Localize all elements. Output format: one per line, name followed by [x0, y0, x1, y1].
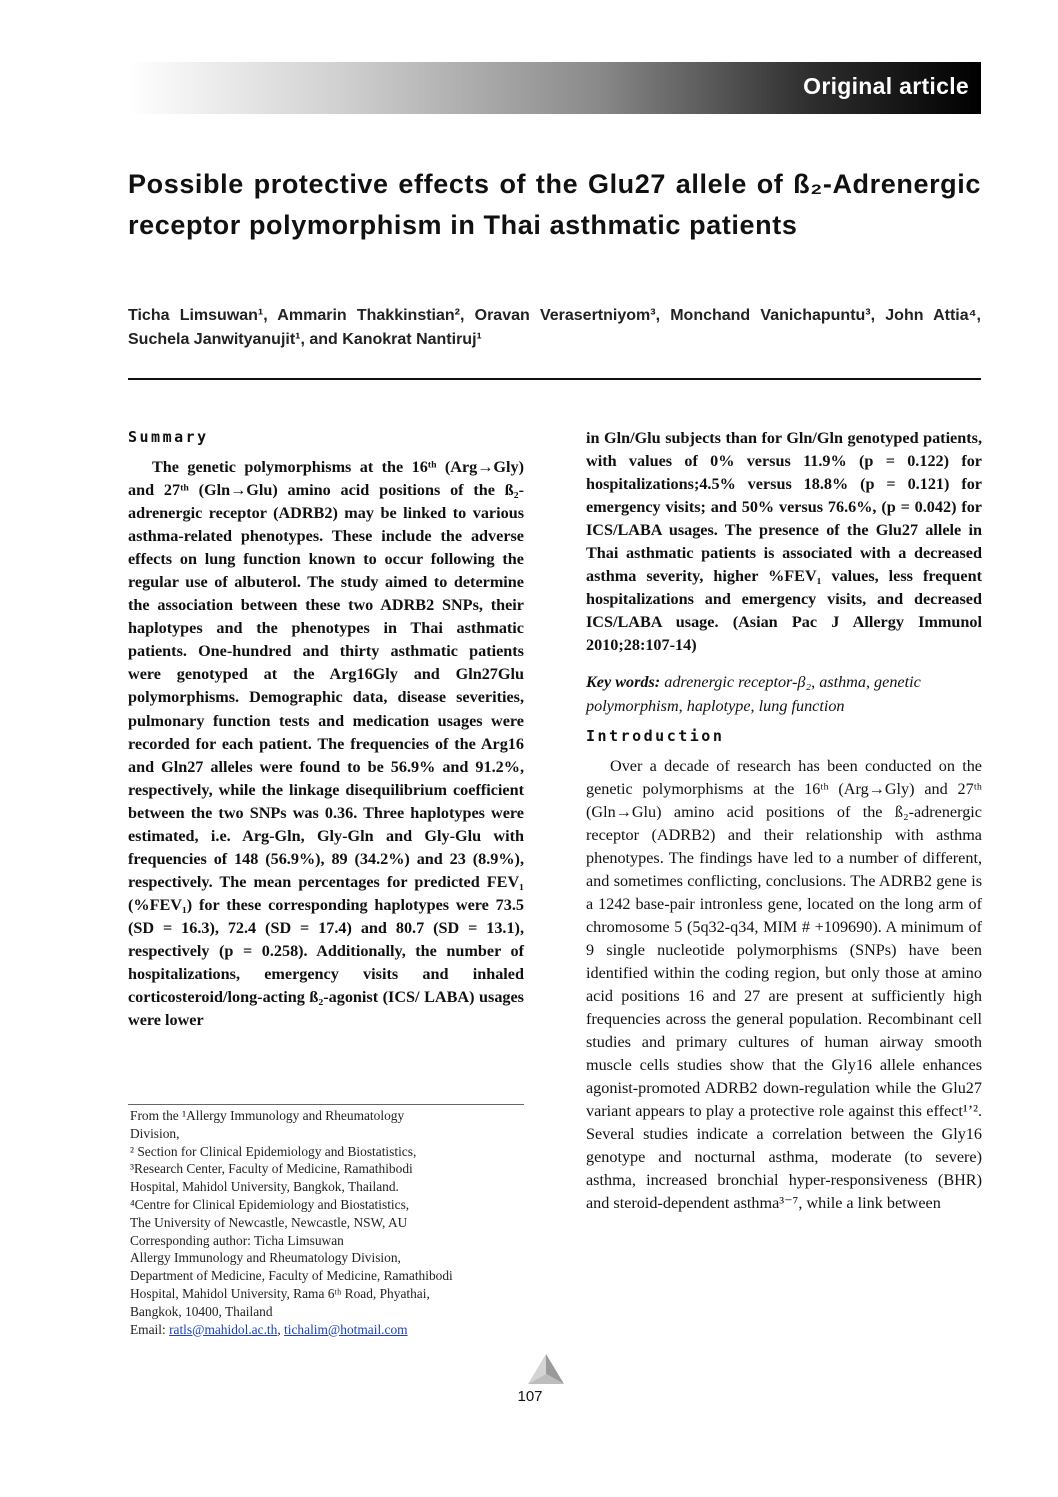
summary-text-continued: in Gln/Glu subjects than for Gln/Gln genotyped patients, with values of 0% versus 11.9% (p = 0.122) for hospitalizations;4.5% versus 18.8% (p = 0.121) for emergency visits; and 50% versus 76.6%, (p = 0.042) for ICS/LABA usages. The presence of the Glu27 allele in Thai asthmatic patients is associated with a decreased asthma severity, higher %FEV₁ values, less frequent hospitalizations and emergency visits, and decreased ICS/LABA usage. (Asian Pac J Allergy Immunol 2010;28:107-14) — [586, 429, 982, 655]
footnote-divider — [128, 1104, 524, 1105]
footnote-line: Department of Medicine, Faculty of Medicine, Ramathibodi — [130, 1268, 453, 1284]
footnote-line: The University of Newcastle, Newcastle, NSW, AU — [130, 1214, 408, 1230]
footnote-line: ⁴Centre for Clinical Epidemiology and Biostatistics, — [130, 1196, 410, 1212]
email-link-2[interactable]: tichalim@hotmail.com — [284, 1321, 408, 1337]
footnote-line: Hospital, Mahidol University, Rama 6ᵗʰ Road, Phyathai, — [130, 1285, 430, 1301]
affiliation-footnotes — [130, 1107, 524, 1338]
page-number: 107 — [517, 1388, 543, 1405]
summary-heading: Summary — [128, 428, 209, 446]
footnote-line: ³Research Center, Faculty of Medicine, Ramathibodi — [130, 1161, 413, 1177]
email-line — [130, 1321, 524, 1339]
header-divider — [128, 378, 981, 380]
introduction-heading: Introduction — [586, 726, 725, 745]
email-label: Email: — [130, 1321, 170, 1337]
article-type-banner — [128, 62, 981, 114]
footnote-line: Corresponding author: Ticha Limsuwan — [130, 1232, 344, 1248]
email-separator: , — [277, 1321, 285, 1337]
footnote-line: Allergy Immunology and Rheumatology Division, — [130, 1250, 401, 1266]
introduction-text: Over a decade of research has been conducted on the genetic polymorphisms at the 16ᵗʰ (Arg→Gly) and 27ᵗʰ (Gln→Glu) amino acid positions of the ß₂-adrenergic receptor (ADRB2) and their relationship with asthma phenotypes. The findings have led to a number of different, and sometimes conflicting, conclusions. The ADRB2 gene is a 1242 base-pair intronless gene, located on the long arm of chromosome 5 (5q32-q34, MIM # +109690). A minimum of 9 single nucleotide polymorphisms (SNPs) have been identified within the coding region, but only those at amino acid positions 16 and 27 are present at sufficiently high frequencies across the general population. Recombinant cell studies and primary cultures of human airway smooth muscle cells studies show that the Gly16 allele enhances agonist-promoted ADRB2 down-regulation while the Glu27 variant appears to play a protective role against this effect¹ʼ². Several studies indicate a correlation between the Gly16 genotype and nocturnal asthma, moderate (to severe) asthma, increased bronchial hyper-responsiveness (BHR) and steroid-dependent asthma³⁻⁷, while a link between — [586, 756, 982, 1213]
footnote-line: From the ¹Allergy Immunology and Rheumatology — [130, 1108, 405, 1123]
footnote-line: Division, — [130, 1125, 180, 1141]
author-list: Ticha Limsuwan¹, Ammarin Thakkinstian², Oravan Verasertniyom³, Monchand Vanichapuntu³, John Attia⁴, Suchela Janwityanujit¹, and Kanokrat Nantiruj¹ — [128, 307, 981, 348]
left-column — [128, 427, 524, 1032]
keywords-text: adrenergic receptor-β₂, asthma, genetic polymorphism, haplotype, lung function — [586, 673, 921, 715]
keywords-label: Key words: — [586, 673, 661, 692]
summary-text: The genetic polymorphisms at the 16ᵗʰ (Arg→Gly) and 27ᵗʰ (Gln→Glu) amino acid positions of the ß₂-adrenergic receptor (ADRB2) may be linked to various asthma-related phenotypes. These include the adverse effects on lung function known to occur following the regular use of albuterol. The study aimed to determine the association between these two ADRB2 SNPs, their haplotypes and the phenotypes in Thai asthmatic patients. One-hundred and thirty asthmatic patients were genotyped at the Arg16Gly and Gln27Glu polymorphisms. Demographic data, disease severities, pulmonary function tests and medication usages were recorded for each patient. The frequencies of the Arg16 and Gln27 alleles were found to be 56.9% and 91.2%, respectively, while the linkage disequilibrium coefficient between the two SNPs was 0.36. Three haplotypes were estimated, i.e. Arg-Gln, Gly-Gln and Gly-Glu with frequencies of 148 (56.9%), 89 (34.2%) and 23 (8.9%), respectively. The mean percentages for predicted FEV₁ (%FEV₁) for these corresponding haplotypes were 73.5 (SD = 16.3), 72.4 (SD = 17.4) and 80.7 (SD = 13.1), respectively (p = 0.258). Additionally, the number of hospitalizations, emergency visits and inhaled corticosteroid/long-acting ß₂-agonist (ICS/ LABA) usages were lower — [128, 458, 524, 1030]
email-link-1[interactable]: ratls@mahidol.ac.th — [169, 1321, 278, 1337]
keywords — [586, 671, 982, 717]
footnote-line: Hospital, Mahidol University, Bangkok, Thailand. — [130, 1179, 399, 1195]
journal-logo-icon — [524, 1352, 568, 1386]
article-type-label: Original article — [803, 73, 969, 99]
right-column — [586, 427, 982, 1216]
footnote-line: Bangkok, 10400, Thailand — [130, 1303, 273, 1319]
footnote-line: ² Section for Clinical Epidemiology and Biostatistics, — [130, 1143, 417, 1159]
article-title: Possible protective effects of the Glu27 allele of ß₂-Adrenergic receptor polymorphism in Thai asthmatic patients — [128, 169, 981, 240]
